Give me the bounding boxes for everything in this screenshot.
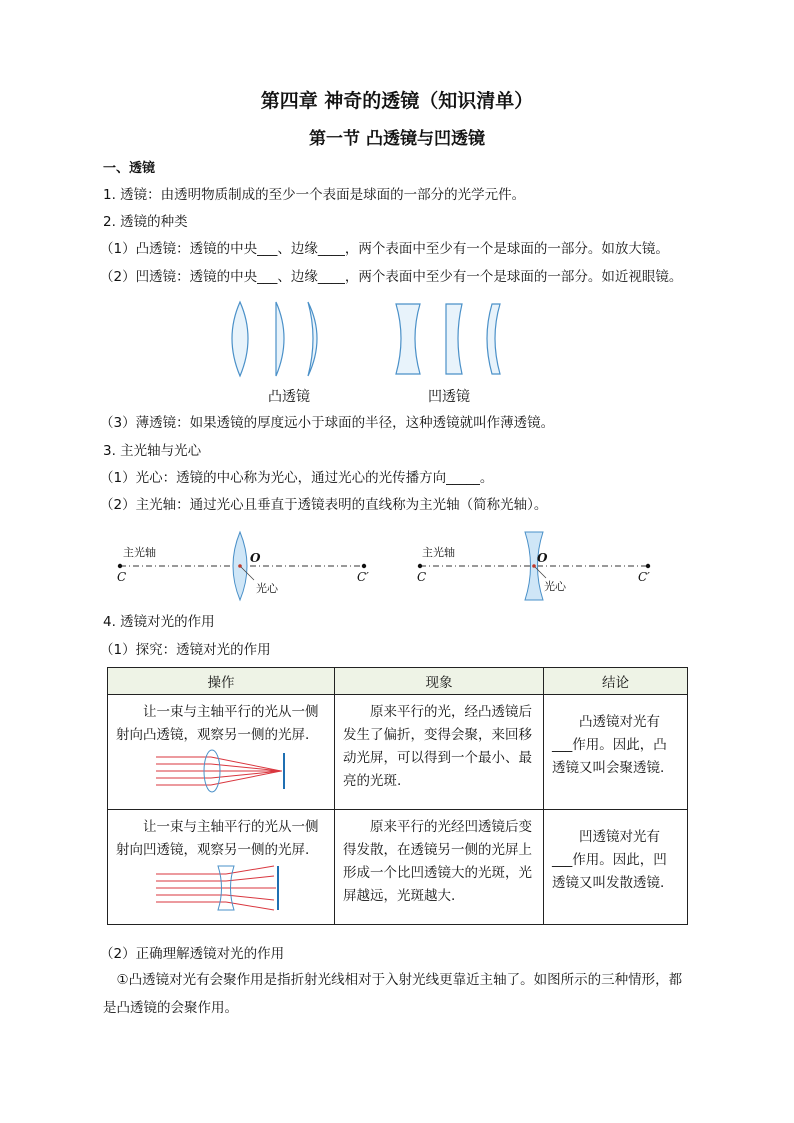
biconcave-lens <box>396 304 420 374</box>
point-c-right <box>418 564 422 568</box>
plano-convex-lens <box>276 302 284 376</box>
chapter-title: 第四章 神奇的透镜（知识清单） <box>260 90 534 112</box>
label-c2-left: C′ <box>357 570 369 584</box>
para-understanding: （2）正确理解透镜对光的作用 <box>100 946 285 962</box>
conclusion-concave-text: 凹透镜对光有___作用。因此，凹透镜又叫发散透镜. <box>552 829 667 891</box>
convex-ray-diagram <box>156 749 296 793</box>
point-c-left <box>118 564 122 568</box>
para-lens-types: 2. 透镜的种类 <box>103 214 188 230</box>
biconvex-lens <box>232 302 248 376</box>
header-operation: 操作 <box>108 668 335 695</box>
cell-conclusion-concave <box>544 810 688 925</box>
heading-lens: 一、透镜 <box>103 161 156 176</box>
axis-label-left: 主光轴 <box>123 546 156 559</box>
label-c2-right: C′ <box>638 570 650 584</box>
label-c-right: C <box>417 570 427 584</box>
para-principal-axis: （2）主光轴：通过光心且垂直于透镜表明的直线称为主光轴（简称光轴）。 <box>100 497 548 513</box>
para-concave: （2）凹透镜：透镜的中央___、边缘____，两个表面中至少有一个是球面的一部分。如近视眼镜。 <box>100 269 683 285</box>
op-concave-text: 让一束与主轴平行的光从一侧射向凹透镜，观察另一侧的光屏. <box>116 819 319 858</box>
para-optical-center: （1）光心：透镜的中心称为光心，通过光心的光传播方向_____。 <box>100 470 494 486</box>
lens-types-figure <box>220 298 520 380</box>
header-conclusion: 结论 <box>544 668 688 695</box>
para-convex-converging: ①凸透镜对光有会聚作用是指折射光线相对于入射光线更靠近主轴了。如图所示的三种情形，都是凸透镜的会聚作用。 <box>103 972 683 1016</box>
table-row <box>108 695 688 810</box>
point-c2-right <box>646 564 650 568</box>
cell-conclusion-convex <box>544 695 688 810</box>
lens-effect-table <box>107 667 688 925</box>
para-lens-definition: 1. 透镜：由透明物质制成的至少一个表面是球面的一部分的光学元件。 <box>103 187 526 203</box>
para-lens-effect: 4. 透镜对光的作用 <box>103 614 215 630</box>
table-row <box>108 810 688 925</box>
caption-convex: 凸透镜 <box>268 389 310 405</box>
para-explore: （1）探究：透镜对光的作用 <box>100 642 271 658</box>
principal-axis-figure <box>112 528 672 602</box>
meniscus-concave-lens <box>487 304 500 374</box>
cell-phenomenon-concave: 原来平行的光经凹透镜后变得发散，在透镜另一侧的光屏上形成一个比凹透镜大的光斑，光屏越远，光斑越大. <box>335 810 544 925</box>
point-c2-left <box>362 564 366 568</box>
para-axis-center: 3. 主光轴与光心 <box>103 443 202 459</box>
section-title: 第一节 凸透镜与凹透镜 <box>309 129 485 149</box>
axis-label-right: 主光轴 <box>422 546 455 559</box>
caption-concave: 凹透镜 <box>428 389 470 405</box>
concave-ray-diagram <box>156 864 296 912</box>
cell-op-concave <box>108 810 335 925</box>
meniscus-convex-lens <box>308 302 317 376</box>
cell-op-convex <box>108 695 335 810</box>
header-phenomenon: 现象 <box>335 668 544 695</box>
plano-concave-lens <box>446 304 462 374</box>
label-o-right: O <box>537 551 548 565</box>
center-label-left: 光心 <box>256 582 278 595</box>
center-label-right: 光心 <box>544 580 566 593</box>
op-convex-text: 让一束与主轴平行的光从一侧射向凸透镜，观察另一侧的光屏. <box>116 704 319 743</box>
label-o-left: O <box>250 551 261 565</box>
conclusion-convex-text: 凸透镜对光有___作用。因此，凸透镜又叫会聚透镜. <box>552 714 667 776</box>
label-c-left: C <box>117 570 127 584</box>
para-convex: （1）凸透镜：透镜的中央___、边缘____，两个表面中至少有一个是球面的一部分。如放大镜。 <box>100 241 669 257</box>
para-thin-lens: （3）薄透镜：如果透镜的厚度远小于球面的半径，这种透镜就叫作薄透镜。 <box>100 415 555 431</box>
cell-phenomenon-convex: 原来平行的光，经凸透镜后发生了偏折，变得会聚，来回移动光屏，可以得到一个最小、最亮的光斑. <box>335 695 544 810</box>
